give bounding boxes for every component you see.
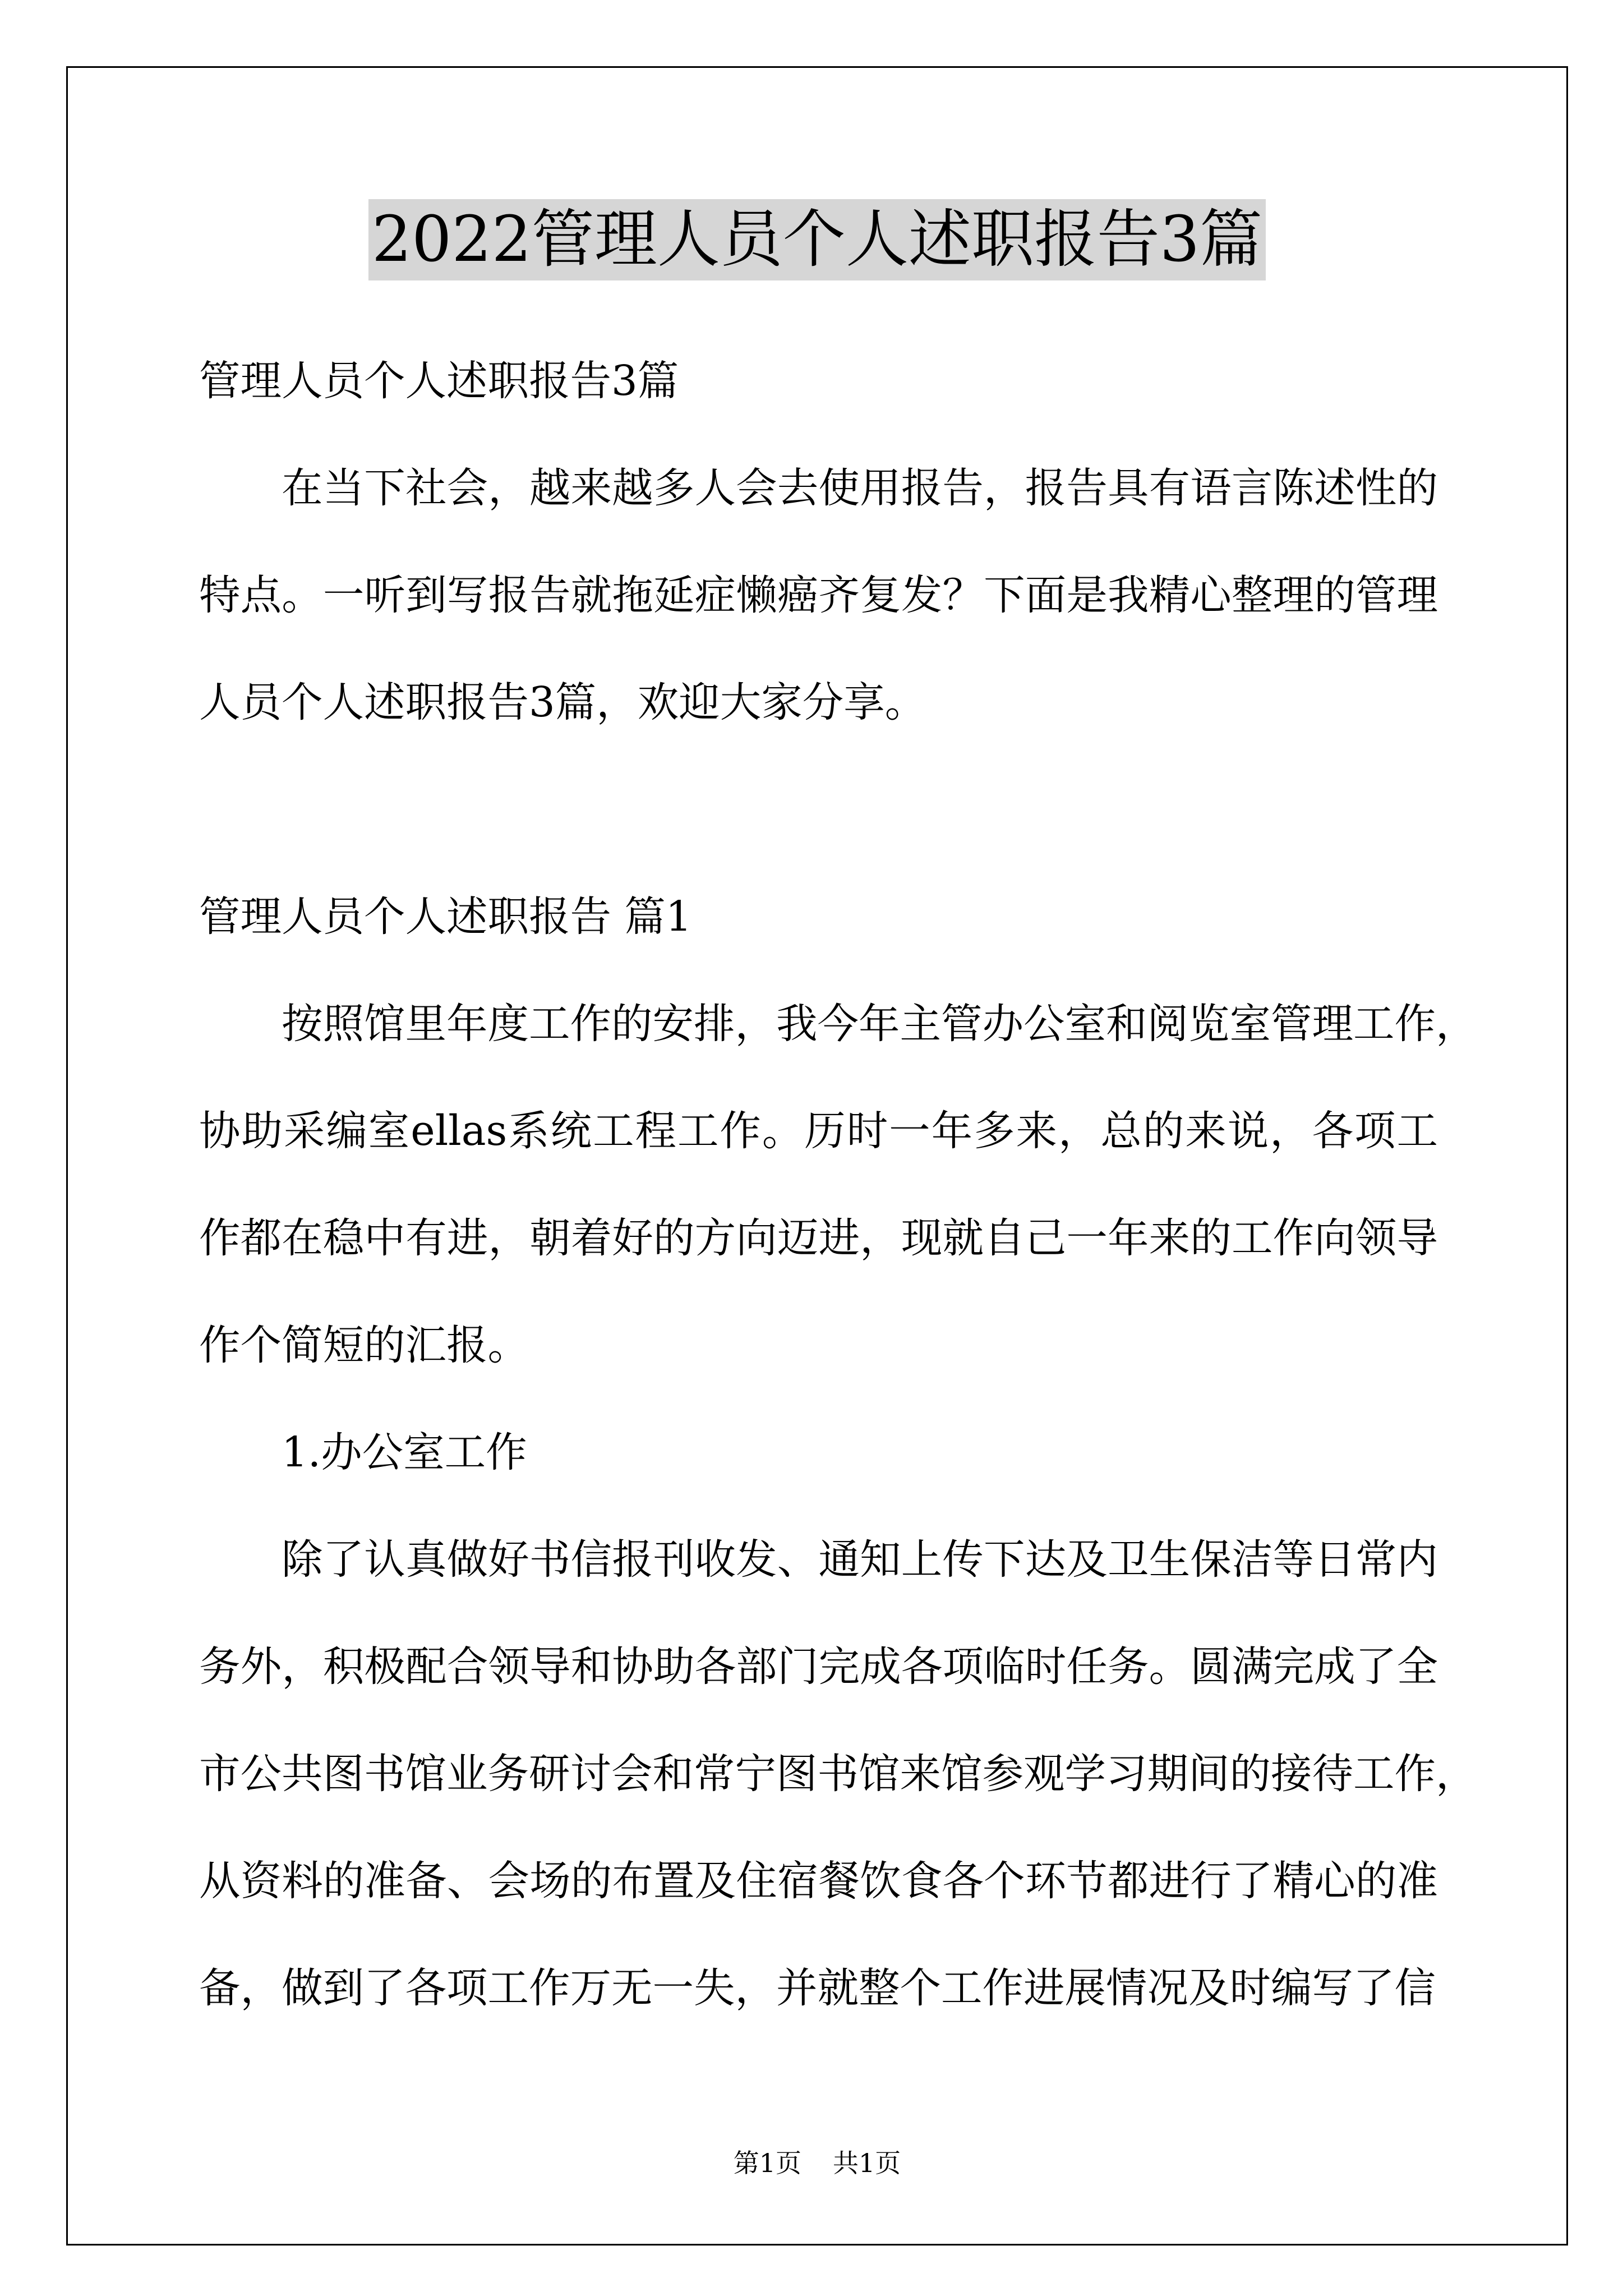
- body-paragraph: [199, 1506, 1477, 2042]
- body-paragraph-line: 按照馆里年度工作的安排，我今年主管办公室和阅览室管理工作，: [282, 1000, 1477, 1048]
- body-paragraph-line: 务外，积极配合领导和协助各部门完成各项临时任务。圆满完成了全: [199, 1643, 1438, 1691]
- page-total: 共1页: [833, 2148, 901, 2178]
- body-paragraph-line: 备，做到了各项工作万无一失，并就整个工作进展情况及时编写了信: [199, 1964, 1436, 2012]
- body-paragraph-line: 在当下社会，越来越多人会去使用报告，报告具有语言陈述性的: [282, 464, 1438, 512]
- section-heading: [199, 863, 1438, 970]
- body-paragraph-line: 作个简短的汇报。: [199, 1322, 529, 1369]
- body-paragraph-line: 特点。一听到写报告就拖延症懒癌齐复发？下面是我精心整理的管理: [199, 572, 1438, 619]
- section-heading-line: 管理人员个人述职报告 篇1: [199, 893, 692, 941]
- body-paragraph-line: 协助采编室ellas系统工程工作。历时一年多来，总的来说，各项工: [199, 1107, 1438, 1155]
- body-paragraph-line: 除了认真做好书信报刊收发、通知上传下达及卫生保洁等日常内: [282, 1536, 1438, 1584]
- page-number: 第1页: [733, 2148, 801, 2178]
- item-heading-line: 1.办公室工作: [282, 1429, 527, 1476]
- document-subtitle-line: 管理人员个人述职报告3篇: [199, 357, 679, 405]
- document-body: [199, 328, 1477, 2042]
- body-paragraph-line: 人员个人述职报告3篇，欢迎大家分享。: [199, 679, 926, 726]
- body-paragraph-line: 作都在稳中有进，朝着好的方向迈进，现就自己一年来的工作向领导: [199, 1214, 1438, 1262]
- document-subtitle: [199, 328, 1438, 435]
- body-paragraph-line: 市公共图书馆业务研讨会和常宁图书馆来馆参观学习期间的接待工作，: [199, 1750, 1477, 1798]
- page-footer: [66, 2146, 1568, 2180]
- title-container: [66, 199, 1568, 280]
- body-paragraph-line: 从资料的准备、会场的布置及住宿餐饮食各个环节都进行了精心的准: [199, 1857, 1438, 1905]
- document-title: 2022管理人员个人述职报告3篇: [368, 199, 1266, 280]
- body-paragraph: [199, 435, 1438, 756]
- item-heading: [199, 1399, 1438, 1506]
- body-paragraph: [199, 970, 1477, 1399]
